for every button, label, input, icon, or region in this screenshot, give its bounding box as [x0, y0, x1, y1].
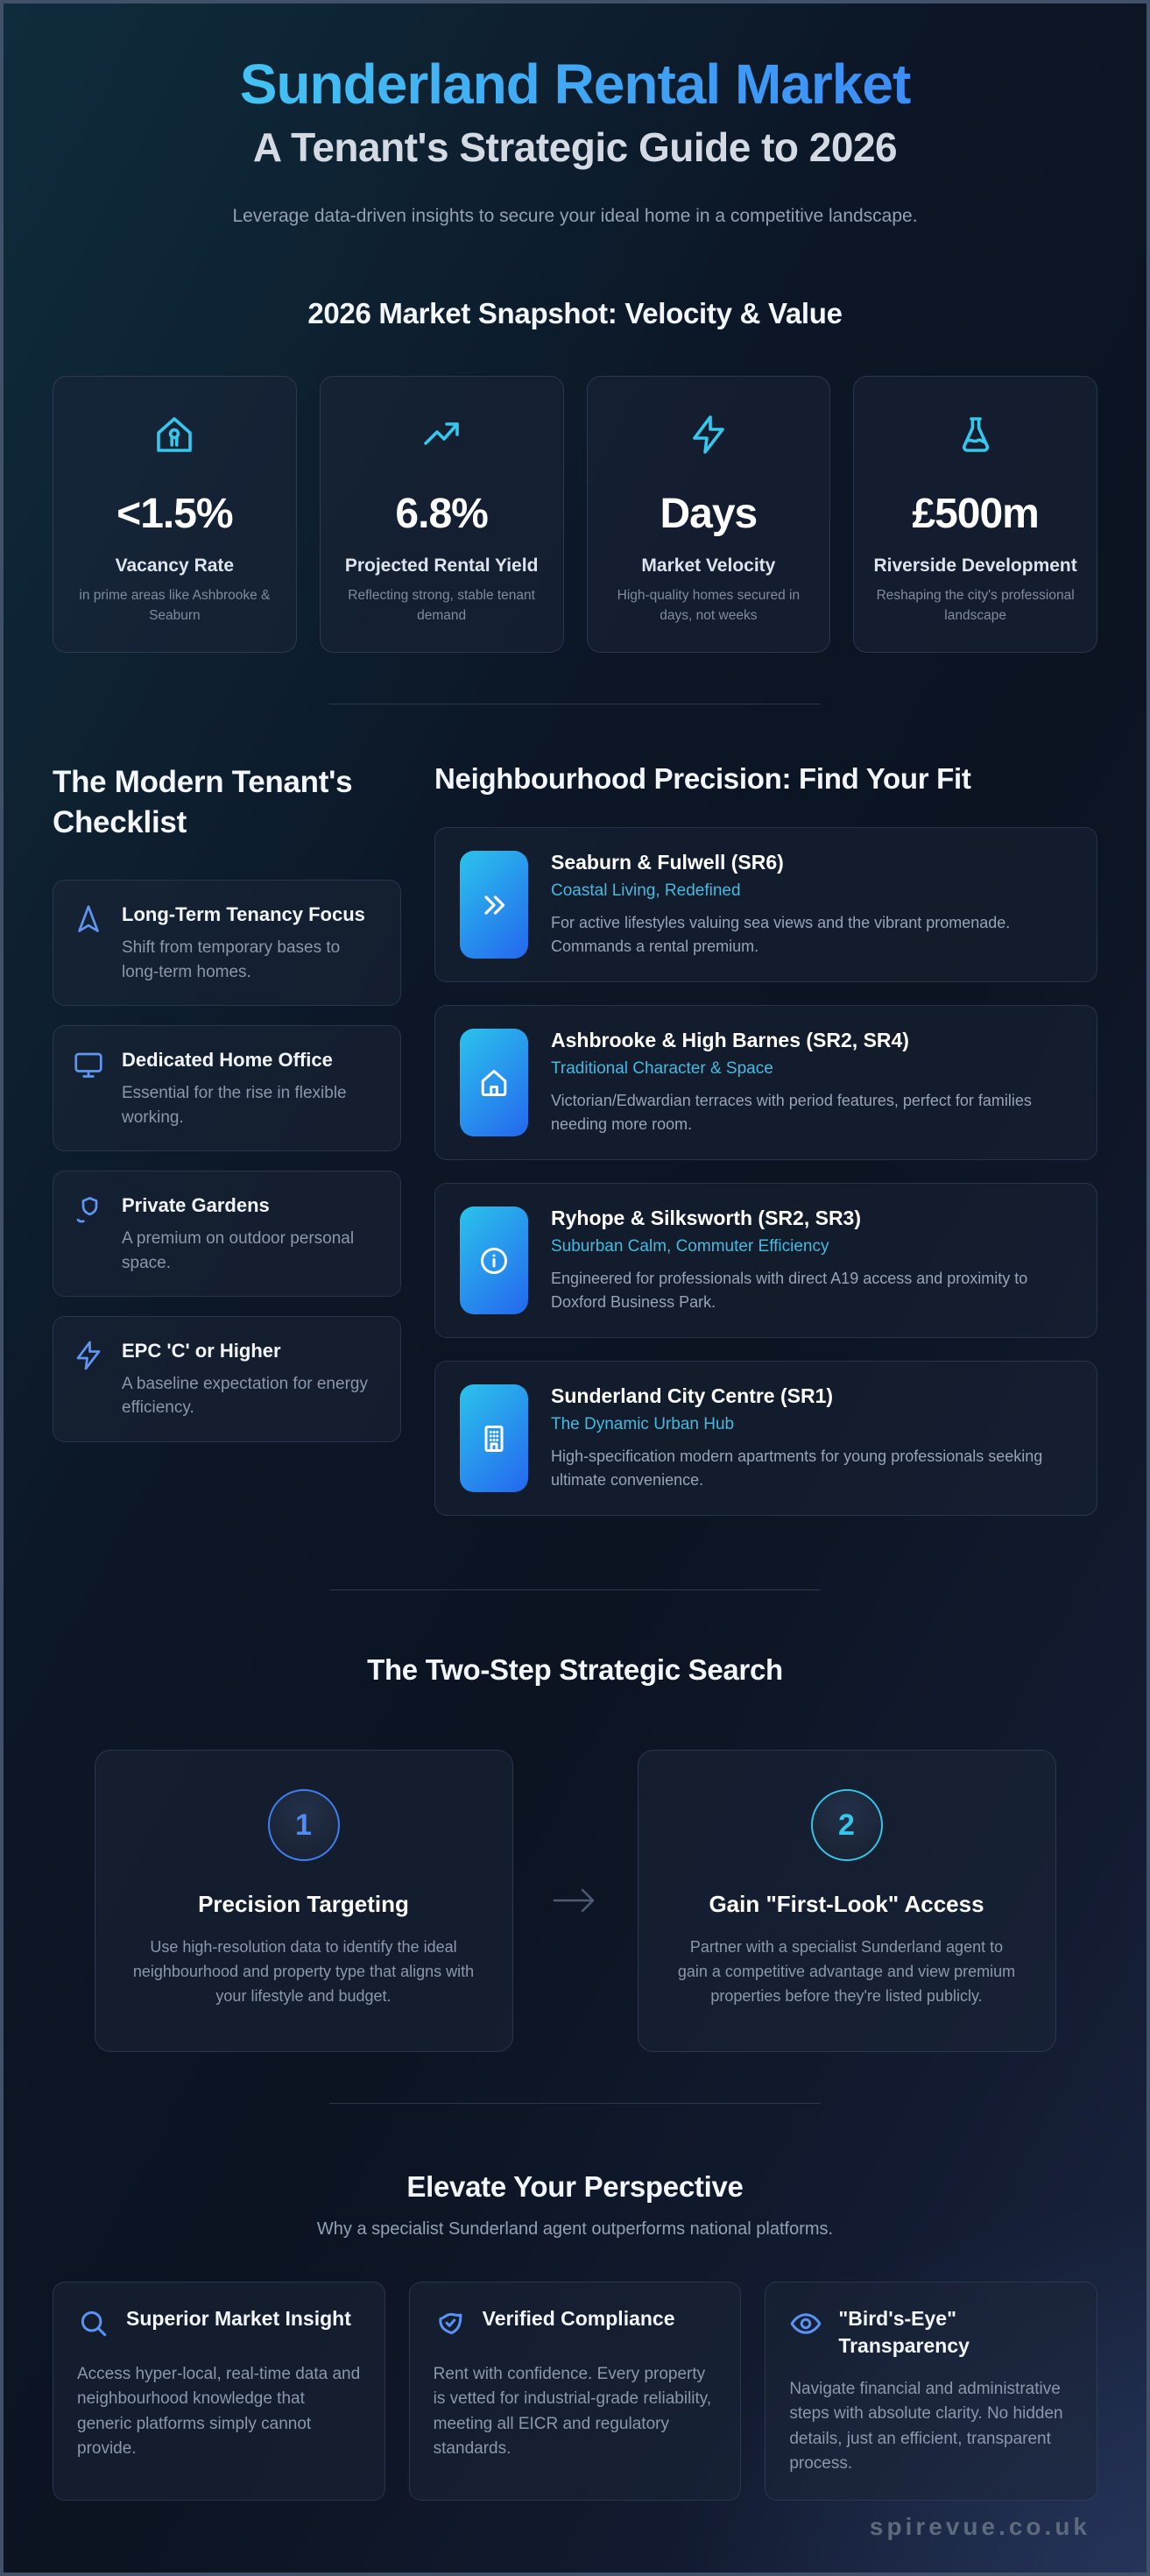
- neighbourhood-description: For active lifestyles valuing sea views and the vibrant promenade. Commands a rental premium.: [551, 914, 1011, 956]
- info-icon: [460, 1207, 528, 1314]
- elevate-section: [53, 2170, 1097, 2501]
- benefit-card-transparency: [765, 2282, 1097, 2501]
- step-description: Use high-resolution data to identify the ideal neighbourhood and property type that aligns with your lifestyle and budget.: [132, 1938, 475, 2005]
- stat-description: Reshaping the city's professional landscape: [876, 588, 1075, 623]
- section-divider: [329, 1589, 821, 1590]
- steps-row: [53, 1750, 1097, 2052]
- stat-value: £500m: [912, 490, 1039, 537]
- step-number-badge: 1: [268, 1789, 340, 1861]
- stat-label: Vacancy Rate: [115, 555, 235, 576]
- brand-watermark: spirevue.co.uk: [869, 2512, 1090, 2540]
- checklist-item-description: A baseline expectation for energy efficiency.: [122, 1374, 368, 1418]
- benefit-card-insight: [53, 2282, 385, 2501]
- search-icon: [77, 2307, 110, 2345]
- step-title: Precision Targeting: [198, 1891, 409, 1918]
- step-title: Gain "First-Look" Access: [709, 1891, 984, 1918]
- checklist-item-epc: [53, 1316, 401, 1442]
- neighbourhood-description: Engineered for professionals with direct A19 access and proximity to Doxford Business Park.: [551, 1270, 1028, 1312]
- stat-label: Market Velocity: [641, 555, 776, 576]
- building-icon: [460, 1384, 528, 1492]
- zap-icon: [73, 1340, 104, 1420]
- two-step-section: [53, 1653, 1097, 2052]
- stat-value: 6.8%: [395, 490, 488, 537]
- checklist-and-neighbourhoods: [53, 762, 1097, 1539]
- benefit-title: Superior Market Insight: [126, 2306, 351, 2330]
- section-divider: [329, 2103, 821, 2104]
- page-title: Sunderland Rental Market: [53, 51, 1097, 118]
- home-icon: [460, 1029, 528, 1136]
- neighbourhoods-heading: Neighbourhood Precision: Find Your Fit: [434, 762, 971, 796]
- shield-check-icon: [434, 2307, 467, 2345]
- benefit-title: Verified Compliance: [482, 2306, 675, 2330]
- step-card-2: [638, 1750, 1056, 2052]
- stat-card-velocity: [587, 376, 831, 653]
- stat-value: <1.5%: [116, 490, 233, 537]
- neighbourhood-card-ashbrooke: [434, 1005, 1097, 1160]
- neighbourhood-tagline: Traditional Character & Space: [551, 1059, 773, 1079]
- elevate-heading: Elevate Your Perspective: [406, 2169, 744, 2203]
- neighbourhood-name: Ryhope & Silksworth (SR2, SR3): [551, 1207, 862, 1230]
- checklist-item-description: Essential for the rise in flexible working.: [122, 1084, 347, 1127]
- page-subtitle: A Tenant's Strategic Guide to 2026: [252, 124, 898, 170]
- neighbourhood-tagline: Coastal Living, Redefined: [551, 881, 741, 901]
- benefit-description: Navigate financial and administrative steps with absolute clarity. No hidden details, just an efficient, transparent process.: [789, 2379, 1063, 2473]
- checklist-item-title: Dedicated Home Office: [122, 1049, 333, 1072]
- flask-icon: [870, 414, 1081, 460]
- benefit-title: "Bird's-Eye" Transparency: [838, 2306, 970, 2357]
- shield-icon: [73, 1194, 104, 1275]
- chevrons-right-icon: [460, 851, 528, 959]
- neighbourhood-description: High-specification modern apartments for young professionals seeking ultimate convenience.: [551, 1447, 1043, 1490]
- neighbourhood-card-ryhope: [434, 1183, 1097, 1338]
- checklist-item-gardens: [53, 1171, 401, 1297]
- arrow-right-icon: [513, 1883, 638, 1918]
- zap-icon: [603, 414, 815, 460]
- tenant-checklist-column: [53, 762, 401, 1539]
- checklist-item-title: Private Gardens: [122, 1194, 270, 1217]
- stat-card-development: [853, 376, 1097, 653]
- stat-label: Projected Rental Yield: [344, 555, 539, 576]
- checklist-item-description: A premium on outdoor personal space.: [122, 1228, 355, 1272]
- checklist-item-description: Shift from temporary bases to long-term homes.: [122, 938, 341, 981]
- stat-card-yield: [320, 376, 564, 653]
- neighbourhood-card-city-centre: [434, 1361, 1097, 1516]
- page-footer: [53, 2501, 1097, 2541]
- navigation-icon: [73, 903, 104, 984]
- neighbourhood-tagline: The Dynamic Urban Hub: [551, 1415, 735, 1434]
- hero-header: [53, 51, 1097, 227]
- checklist-item-title: EPC 'C' or Higher: [122, 1340, 281, 1362]
- trending-up-icon: [336, 414, 547, 460]
- checklist-item-office: [53, 1025, 401, 1151]
- monitor-icon: [73, 1049, 104, 1129]
- checklist-heading: The Modern Tenant's Checklist: [53, 765, 353, 840]
- neighbourhood-tagline: Suburban Calm, Commuter Efficiency: [551, 1237, 829, 1256]
- benefit-card-compliance: [409, 2282, 742, 2501]
- benefit-description: Rent with confidence. Every property is vetted for industrial-grade reliability, meeting all EICR and regulatory standards.: [433, 2364, 712, 2459]
- stat-value: Days: [660, 490, 758, 537]
- neighbourhood-description: Victorian/Edwardian terraces with period features, perfect for families needing more room.: [551, 1092, 1032, 1134]
- snapshot-heading: 2026 Market Snapshot: Velocity & Value: [307, 296, 843, 329]
- neighbourhood-card-seaburn: [434, 827, 1097, 982]
- stat-card-vacancy: [53, 376, 297, 653]
- step-number-badge: 2: [811, 1789, 883, 1861]
- step-card-1: [95, 1750, 513, 2052]
- strategy-heading: The Two-Step Strategic Search: [367, 1653, 783, 1687]
- page-tagline: Leverage data-driven insights to secure your ideal home in a competitive landscape.: [232, 205, 918, 226]
- house-icon: [69, 414, 280, 460]
- benefit-description: Access hyper-local, real-time data and neighbourhood knowledge that generic platforms simply cannot provide.: [77, 2364, 361, 2459]
- stat-description: in prime areas like Ashbrooke & Seaburn: [79, 588, 271, 623]
- stat-description: Reflecting strong, stable tenant demand: [348, 588, 535, 623]
- stats-row: [53, 376, 1097, 653]
- stat-label: Riverside Development: [873, 555, 1077, 576]
- step-description: Partner with a specialist Sunderland agent to gain a competitive advantage and view premium properties before they're listed publicly.: [677, 1938, 1016, 2005]
- benefits-row: [53, 2282, 1097, 2501]
- neighbourhood-name: Sunderland City Centre (SR1): [551, 1384, 834, 1408]
- stat-description: High-quality homes secured in days, not weeks: [617, 588, 801, 623]
- neighbourhood-name: Ashbrooke & High Barnes (SR2, SR4): [551, 1029, 909, 1052]
- market-snapshot-section: [53, 297, 1097, 653]
- checklist-item-title: Long-Term Tenancy Focus: [122, 903, 365, 926]
- checklist-item-tenancy: [53, 880, 401, 1006]
- neighbourhood-name: Seaburn & Fulwell (SR6): [551, 851, 784, 874]
- neighbourhoods-column: [434, 762, 1097, 1539]
- eye-icon: [789, 2307, 822, 2345]
- elevate-subheading: Why a specialist Sunderland agent outperforms national platforms.: [316, 2219, 834, 2239]
